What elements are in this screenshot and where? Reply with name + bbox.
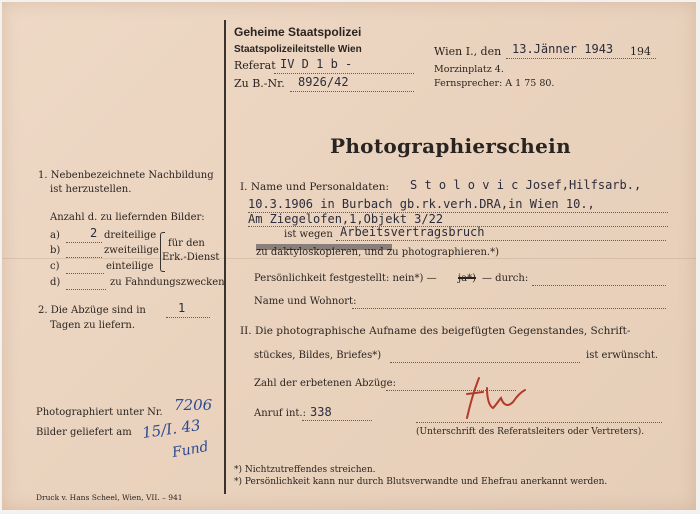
referat-value: IV D 1 b -: [280, 57, 353, 71]
zu-line: [290, 91, 414, 92]
column-divider: [224, 20, 226, 494]
name-rule: [352, 308, 666, 309]
phone: Fernsprecher: A 1 75 80.: [434, 78, 555, 89]
person-line3: Am Ziegelofen,1,Objekt 3/22: [248, 212, 444, 226]
item1-line1: 1. Nebenbezeichnete Nachbildung: [38, 170, 214, 181]
section2-line2-left: stückes, Bildes, Briefes*): [254, 350, 382, 361]
identity-struck: ja*): [458, 273, 476, 284]
delivered-value: 15/I. 43: [141, 416, 202, 442]
photographed-value: 7206: [174, 396, 213, 414]
date-line: [506, 58, 656, 59]
form-title: Photographierschein: [330, 134, 571, 158]
office-name: Staatspolizeileitstelle Wien: [234, 44, 362, 55]
signature-caption: (Unterschrift des Referatsleiters oder Vertreters).: [416, 427, 645, 437]
delivered-label: Bilder geliefert am: [36, 427, 132, 438]
call-rule: [302, 420, 372, 421]
opt-a-label: dreiteilige: [104, 230, 157, 241]
opt-a-prefix: a): [50, 230, 60, 241]
section2-line2-right: ist erwünscht.: [586, 350, 659, 361]
date-suffix: 194: [630, 45, 651, 58]
org-name: Geheime Staatspolizei: [234, 25, 362, 39]
item2-value: 1: [178, 301, 186, 315]
opt-b-prefix: b): [50, 245, 61, 256]
wegen-value: Arbeitsvertragsbruch: [340, 225, 485, 239]
place-label: Wien I., den: [434, 45, 502, 58]
person-line1: S t o l o v i c Josef,Hilfsarb.,: [410, 178, 642, 192]
instruction: zu daktyloskopieren, und zu photographieren.*): [256, 247, 499, 258]
footnote-1: *) Nichtzutreffendes streichen.: [234, 465, 376, 475]
section1-label: I. Name und Personaldaten:: [240, 181, 389, 193]
section2-line2-rule: [390, 362, 580, 363]
count-label: Anzahl d. zu liefernden Bilder:: [50, 212, 205, 223]
item2-line1: 2. Die Abzüge sind in: [38, 305, 146, 316]
strikeout-marks: [254, 242, 394, 252]
wegen-rule: [336, 240, 666, 241]
address: Morzinplatz 4.: [434, 64, 504, 75]
brace-line2: Erk.-Dienst: [162, 252, 220, 263]
opt-d-line: [66, 289, 106, 290]
identity-by: — durch:: [482, 273, 529, 284]
count-requested-label: Zahl der erbetenen Abzüge:: [254, 378, 396, 389]
delivered-sign: Fund: [170, 438, 210, 462]
brace-line1: für den: [168, 238, 205, 249]
opt-b-label: zweiteilige: [104, 245, 159, 256]
referat-line: [274, 73, 414, 74]
date-value: 13.Jänner 1943: [512, 42, 614, 56]
person-line2: 10.3.1906 in Burbach gb.rk.verh.DRA,in Wien 10.,: [248, 197, 595, 211]
identity-label: Persönlichkeit festgestellt: nein*) —: [254, 273, 437, 284]
opt-c-line: [66, 273, 104, 274]
identity-rule: [532, 285, 666, 286]
item2-line: [166, 317, 210, 318]
wegen-label: ist wegen: [284, 229, 333, 240]
name-label: Name und Wohnort:: [254, 296, 357, 307]
photographed-label: Photographiert unter Nr.: [36, 407, 163, 418]
opt-d-prefix: d): [50, 277, 61, 288]
opt-a-line: [66, 242, 102, 243]
zu-label: Zu B.-Nr.: [234, 77, 285, 90]
opt-b-line: [66, 257, 102, 258]
form-sheet: [2, 2, 696, 510]
signature-mark: [457, 374, 529, 422]
opt-c-prefix: c): [50, 261, 60, 272]
opt-a-value: 2: [90, 226, 98, 240]
signature-rule: [416, 422, 662, 423]
zu-value: 8926/42: [298, 75, 349, 89]
call-label: Anruf int.:: [254, 408, 306, 419]
printer-note: Druck v. Hans Scheel, Wien, VII. – 941: [36, 493, 183, 502]
opt-c-label: einteilige: [106, 261, 154, 272]
opt-d-label: zu Fahndungszwecken: [110, 277, 225, 288]
call-value: 338: [310, 405, 332, 419]
referat-label: Referat: [234, 59, 276, 72]
section2-line1: II. Die photographische Aufname des beigefügten Gegenstandes, Schrift-: [240, 325, 631, 337]
item1-line2: ist herzustellen.: [50, 184, 132, 195]
item2-line2: Tagen zu liefern.: [50, 320, 136, 331]
footnote-2: *) Persönlichkeit kann nur durch Blutsverwandte und Ehefrau anerkannt werden.: [234, 477, 608, 487]
